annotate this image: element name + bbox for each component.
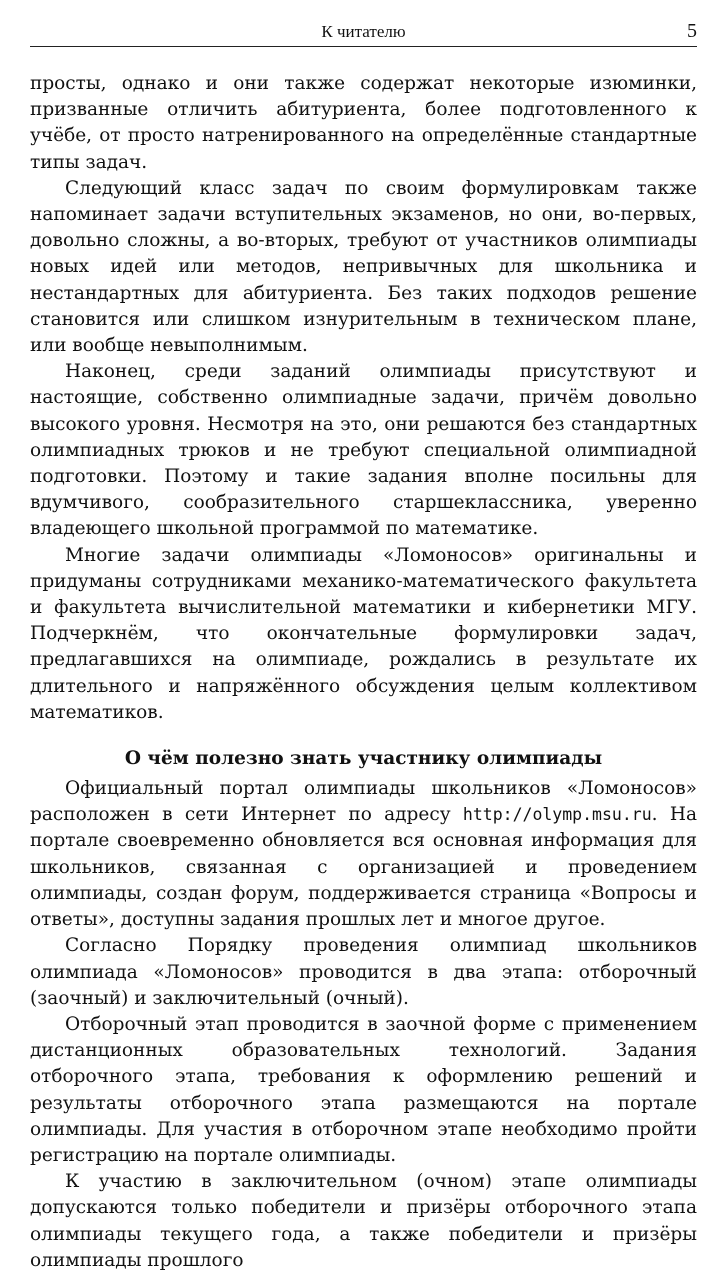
portal-url: http://olymp.msu.ru [462,805,652,825]
running-header [30,0,697,47]
book-page [30,0,697,1274]
paragraph: Следующий класс задач по своим формулировкам также напоминает задачи вступительных экзаменов, но они, во-первых, довольно сложны, а во-вторых, требуют от участников олимпиады новых идей или методов, непривычных для школьника и нестандартных для абитуриента. Без таких подходов решение становится или слишком изнурительным в техническом плане, или вообще невыполнимым. [30,177,697,357]
page-number: 5 [687,20,697,42]
paragraph: Отборочный этап проводится в заочной форме с применением дистанционных образовательных технологий. Задания отборочного этапа, требования к оформлению решений и результаты отборочного этапа размещаются на портале олимпиады. Для участия в отборочном этапе необходимо пройти регистрацию на портале олимпиады. [30,1013,697,1166]
paragraph: Согласно Порядку проведения олимпиад школьников олимпиада «Ломоносов» проводится в два этапа: отборочный (заочный) и заключительный (очный). [30,935,697,1009]
page-body [30,71,697,1274]
paragraph: Наконец, среди заданий олимпиады присутствуют и настоящие, собственно олимпиадные задачи, причём довольно высокого уровня. Несмотря на это, они решаются без стандартных олимпиадных трюков и не требуют специальной олимпиадной подготовки. Поэтому и такие задания вполне посильны для вдумчивого, сообразительного старшеклассника, уверенно владеющего школьной программой по математике. [30,361,697,540]
running-title: К читателю [321,22,406,41]
paragraph: Многие задачи олимпиады «Ломоносов» оригинальны и придуманы сотрудниками механико-математического факультета и факультета вычислительной математики и кибернетики МГУ. Подчеркнём, что окончательные формулировки задач, предлагавшихся на олимпиаде, рождались в результате их длительного и напряжённого обсуждения целым коллективом математиков. [30,544,697,723]
portal-text-before-url: Официальный портал олимпиады школьников «Ломоносов» расположен в сети Интернет по адресу [30,778,697,826]
paragraph: К участию в заключительном (очном) этапе олимпиады допускаются только победители и призёры отборочного этапа олимпиады текущего года, а также победители и призёры олимпиады прошлого [30,1171,697,1271]
paragraph-portal [30,776,697,933]
paragraph: просты, однако и они также содержат некоторые изюминки, призванные отличить абитуриента, более подготовленного к учёбе, от просто натренированного на определённые стандартные типы задач. [30,73,697,173]
section-heading: О чём полезно знать участнику олимпиады [124,748,603,770]
portal-text-after-url: . На портале своевременно обновляется вся основная информация для школьников, связанная с организацией и проведением олимпиады, создан форум, поддерживается страница «Вопросы и ответы», доступны задания прошлых лет и многое другое. [30,804,697,931]
